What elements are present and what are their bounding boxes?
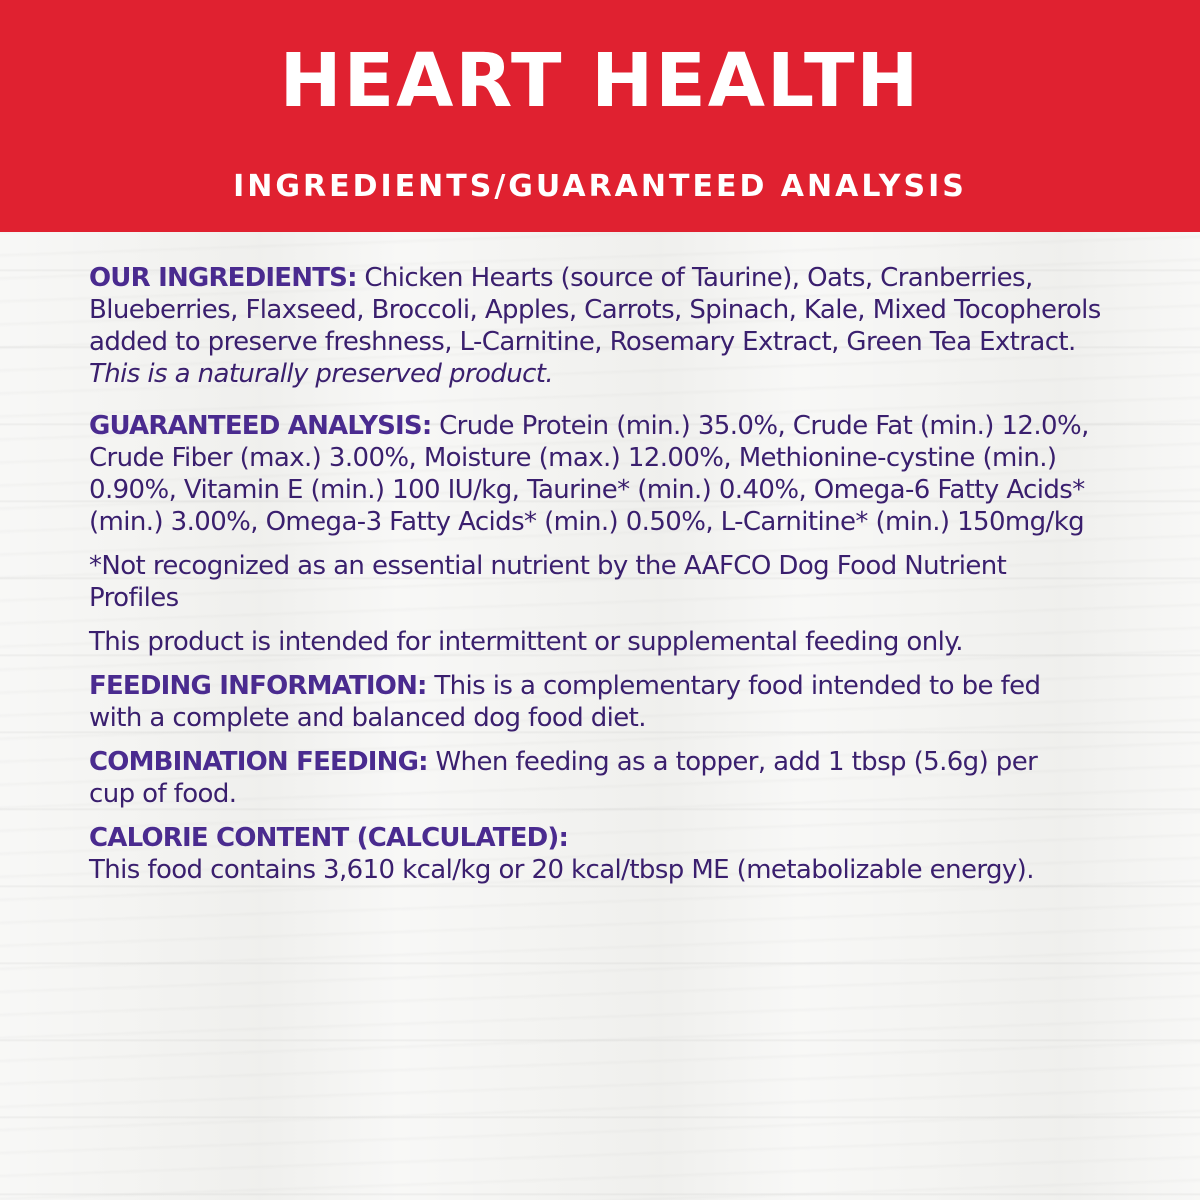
analysis-text: Crude Protein (min.) 35.0%, Crude Fat (min.) 12.0%, Crude Fiber (max.) 3.00%, Moisture (max.) 12.00%, Methionine-cystine (min.) 0.90%, Vitamin E (min.) 100 IU/kg, Taurine* (min.) 0.40%, Omega-6 Fatty Acids* (min.) 3.00%, Omega-3 Fatty Acids* (min.) 0.50%, L-Carnitine* (min.) 150mg/kg [89, 411, 1089, 537]
combination-text: When feeding as a topper, add 1 tbsp (5.6g) per cup of food. [89, 747, 1038, 809]
analysis-label: GUARANTEED ANALYSIS: [89, 411, 432, 441]
combination-label: COMBINATION FEEDING: [89, 747, 428, 777]
calorie-text: This food contains 3,610 kcal/kg or 20 kcal/tbsp ME (metabolizable energy). [89, 855, 1034, 885]
feeding-label: FEEDING INFORMATION: [89, 671, 427, 701]
analysis-section [89, 410, 1129, 538]
ingredients-label: OUR INGREDIENTS: [89, 263, 357, 293]
page-subtitle: INGREDIENTS/GUARANTEED ANALYSIS [233, 169, 967, 204]
label-content [89, 262, 1129, 886]
aafco-note: *Not recognized as an essential nutrient by the AAFCO Dog Food Nutrient Profiles [89, 551, 1007, 613]
ingredients-text: Chicken Hearts (source of Taurine), Oats, Cranberries, Blueberries, Flaxseed, Broccoli, Apples, Carrots, Spinach, Kale, Mixed Tocopherols added to preserve freshness, L-Carnitine, Rosemary Extract, Green Tea Extract. [89, 263, 1101, 357]
preservation-note: This is a naturally preserved product. [89, 359, 554, 389]
intended-use-note: This product is intended for intermittent or supplemental feeding only. [89, 627, 963, 657]
ingredients-section [89, 262, 1129, 358]
calorie-label: CALORIE CONTENT (CALCULATED): [89, 823, 569, 853]
feeding-text: This is a complementary food intended to be fed with a complete and balanced dog food diet. [89, 671, 1041, 733]
feeding-section [89, 670, 1049, 734]
page-title: HEART HEALTH [279, 38, 921, 124]
title-banner [0, 0, 1200, 232]
combination-section [89, 746, 1049, 810]
calorie-section [89, 822, 1129, 886]
